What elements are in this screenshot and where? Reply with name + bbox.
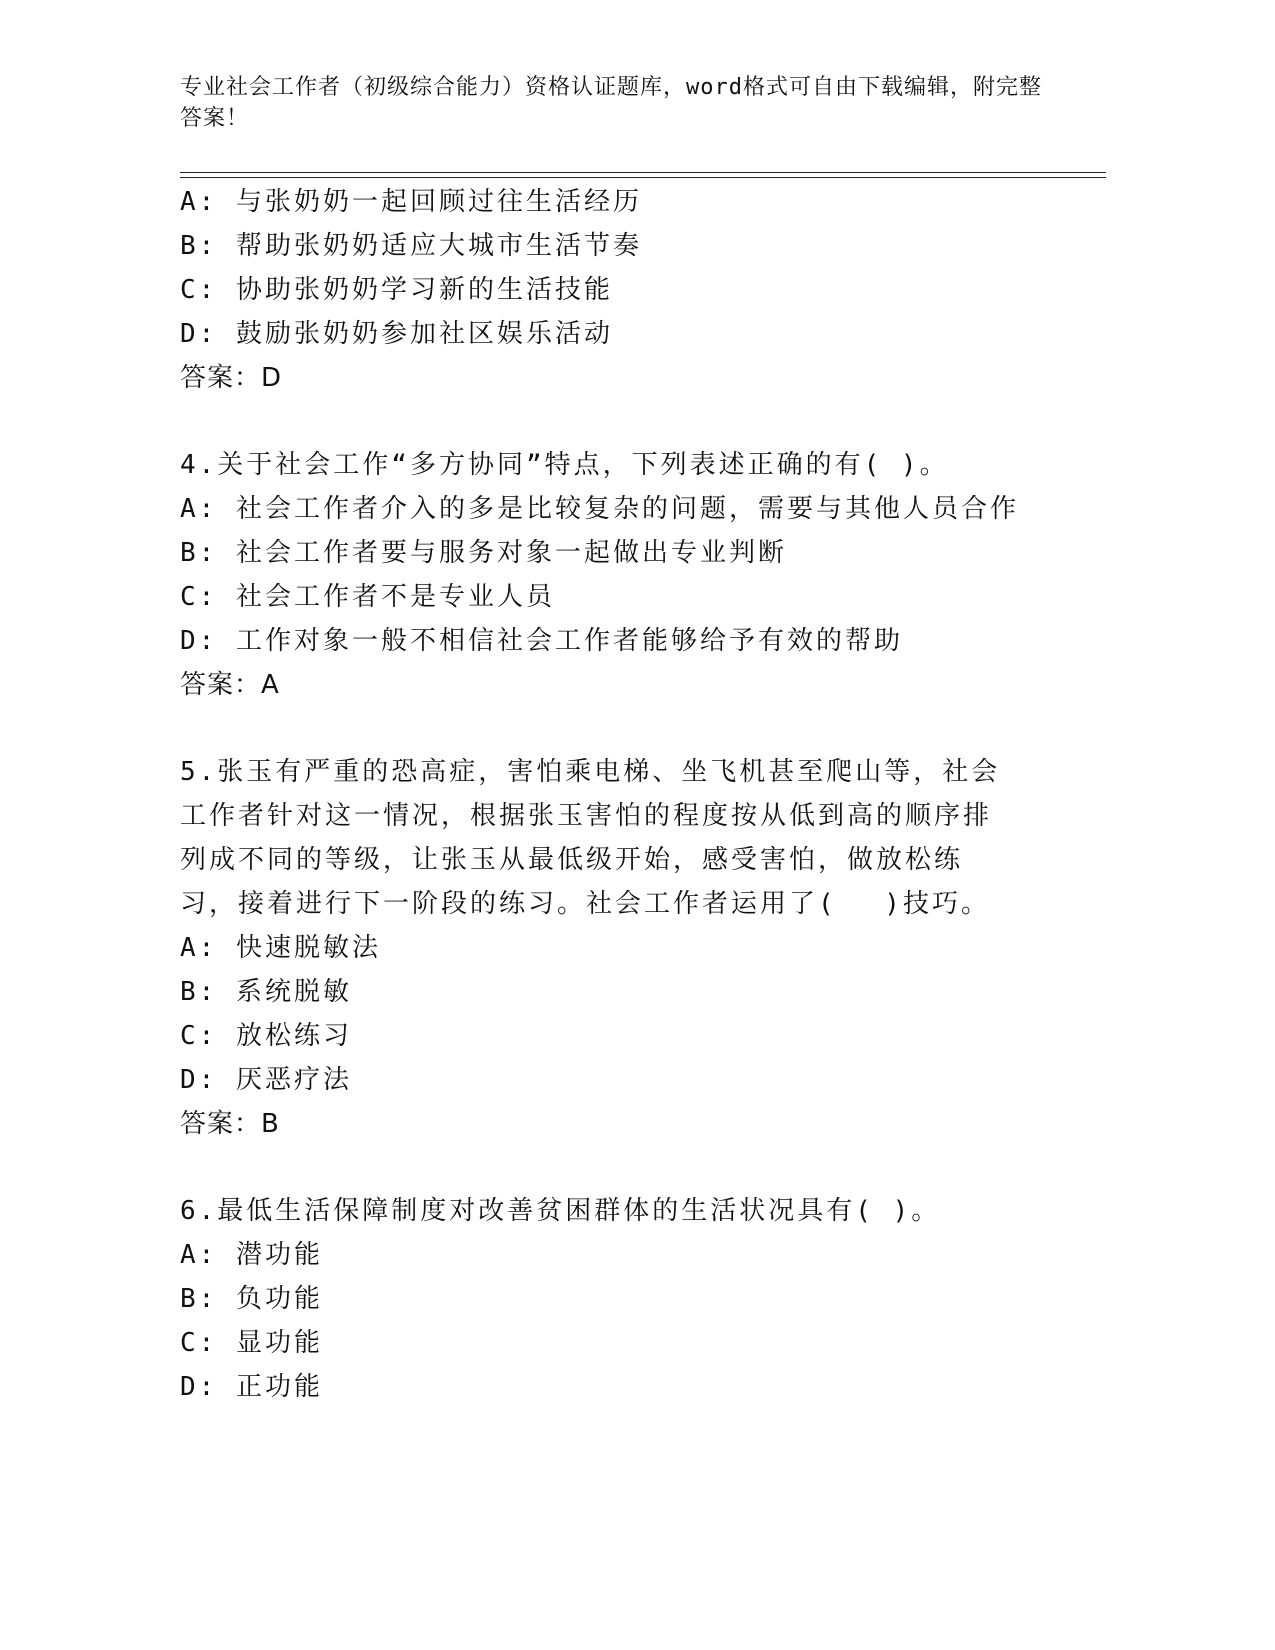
option-text: 快速脱敏法 bbox=[235, 933, 381, 963]
question-3 bbox=[180, 180, 1060, 400]
question-4 bbox=[180, 443, 1060, 707]
question-5 bbox=[180, 750, 1060, 1146]
option-text: 厌恶疗法 bbox=[235, 1065, 352, 1095]
option-label: D: bbox=[180, 319, 218, 349]
option-text: 社会工作者介入的多是比较复杂的问题，需要与其他人员合作 bbox=[235, 494, 1019, 524]
option-label: D: bbox=[180, 1065, 218, 1095]
option-label: B: bbox=[180, 538, 218, 568]
option-label: D: bbox=[180, 1372, 218, 1402]
answer: 答案：B bbox=[180, 1109, 280, 1139]
question-6 bbox=[180, 1189, 1060, 1409]
option-d bbox=[180, 312, 1060, 356]
option-text: 工作对象一般不相信社会工作者能够给予有效的帮助 bbox=[235, 626, 903, 656]
option-label: A: bbox=[180, 1240, 218, 1270]
option-label: B: bbox=[180, 1284, 218, 1314]
option-text: 社会工作者不是专业人员 bbox=[235, 582, 555, 612]
option-a bbox=[180, 487, 1060, 531]
option-label: A: bbox=[180, 933, 218, 963]
question-stem: 5.张玉有严重的恐高症，害怕乘电梯、坐飞机甚至爬山等，社会工作者针对这一情况，根据张玉害怕的程度按从低到高的顺序排列成不同的等级，让张玉从最低级开始，感受害怕，做放松练习，接着进行下一阶段的练习。社会工作者运用了( )技巧。 bbox=[180, 757, 1001, 919]
option-c bbox=[180, 1014, 1060, 1058]
option-b bbox=[180, 1277, 1060, 1321]
answer: 答案：D bbox=[180, 363, 283, 393]
option-c bbox=[180, 1321, 1060, 1365]
option-text: 社会工作者要与服务对象一起做出专业判断 bbox=[235, 538, 787, 568]
option-text: 放松练习 bbox=[235, 1021, 352, 1051]
option-text: 潜功能 bbox=[235, 1240, 323, 1270]
option-label: C: bbox=[180, 1328, 218, 1358]
option-text: 帮助张奶奶适应大城市生活节奏 bbox=[235, 231, 642, 261]
option-b bbox=[180, 970, 1060, 1014]
option-text: 系统脱敏 bbox=[235, 977, 352, 1007]
option-label: C: bbox=[180, 275, 218, 305]
option-label: B: bbox=[180, 231, 218, 261]
option-c bbox=[180, 575, 1060, 619]
option-text: 正功能 bbox=[235, 1372, 323, 1402]
option-b bbox=[180, 531, 1060, 575]
question-list bbox=[180, 180, 1060, 1409]
option-text: 负功能 bbox=[235, 1284, 323, 1314]
option-text: 显功能 bbox=[235, 1328, 323, 1358]
option-label: A: bbox=[180, 494, 218, 524]
question-stem: 6.最低生活保障制度对改善贫困群体的生活状况具有( )。 bbox=[180, 1196, 941, 1226]
option-text: 协助张奶奶学习新的生活技能 bbox=[235, 275, 613, 305]
answer: 答案：A bbox=[180, 670, 280, 700]
option-d bbox=[180, 1058, 1060, 1102]
option-label: A: bbox=[180, 187, 218, 217]
option-a bbox=[180, 1233, 1060, 1277]
option-d bbox=[180, 1365, 1060, 1409]
header-rule-top bbox=[180, 172, 1106, 173]
option-label: B: bbox=[180, 977, 218, 1007]
option-b bbox=[180, 224, 1060, 268]
option-c bbox=[180, 268, 1060, 312]
option-label: D: bbox=[180, 626, 218, 656]
page-header: 专业社会工作者（初级综合能力）资格认证题库，word格式可自由下载编辑，附完整答案！ bbox=[180, 75, 1042, 131]
header-rule-bottom bbox=[180, 177, 1106, 178]
question-stem: 4.关于社会工作“多方协同”特点，下列表述正确的有( )。 bbox=[180, 450, 949, 480]
option-text: 与张奶奶一起回顾过往生活经历 bbox=[235, 187, 642, 217]
option-d bbox=[180, 619, 1060, 663]
option-text: 鼓励张奶奶参加社区娱乐活动 bbox=[235, 319, 613, 349]
option-label: C: bbox=[180, 1021, 218, 1051]
option-a bbox=[180, 926, 1060, 970]
option-a bbox=[180, 180, 1060, 224]
option-label: C: bbox=[180, 582, 218, 612]
